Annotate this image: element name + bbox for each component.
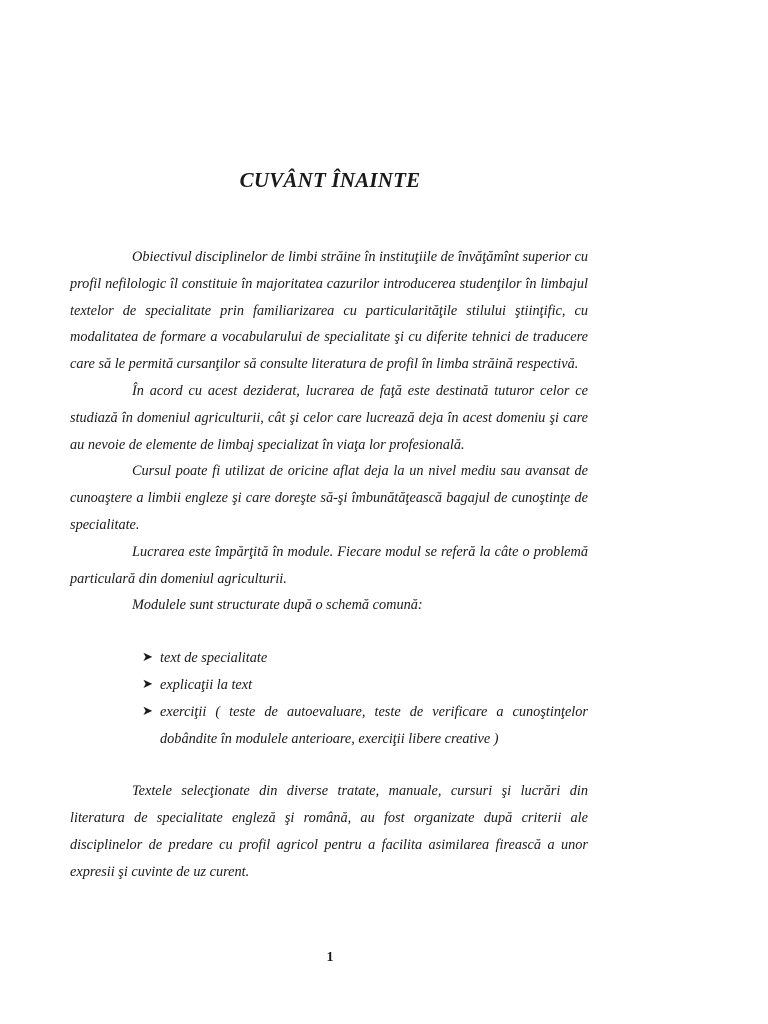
spacer [70, 619, 588, 645]
paragraph: Modulele sunt structurate după o schemă comună: [132, 597, 423, 614]
list-item-text: exerciţii ( teste de autoevaluare, teste de verificare a cunoştinţelor dobândite în modulele anterioare, exerciţii libere creative ) [160, 703, 588, 747]
arrow-bullet-icon: ➤ [142, 703, 153, 719]
page-title: CUVÂNT ÎNAINTE [239, 168, 421, 192]
list-item-text: explicaţii la text [160, 676, 253, 693]
list-item [142, 699, 588, 753]
list-item-text: text de specialitate [160, 650, 268, 667]
paragraph: Lucrarea este împărţită în module. Fiecare modul se referă la câte o problemă particulară din domeniul agriculturii. [70, 543, 588, 587]
spacer [70, 752, 588, 778]
document-body [70, 244, 588, 886]
page-number: 1 [326, 950, 334, 965]
paragraph: În acord cu acest deziderat, lucrarea de faţă este destinată tuturor celor ce studiază în domeniul agriculturii, cât şi celor care lucrează deja în acest domeniu şi care au nevoie de elemente de limbaj specializat în viaţa lor profesională. [70, 382, 588, 453]
paragraph: Cursul poate fi utilizat de oricine aflat deja la un nivel mediu sau avansat de cunoaştere a limbii engleze şi care doreşte să-şi îmbunătăţească bagajul de cunoştinţe de specialitate. [70, 463, 588, 533]
paragraph: Obiectivul disciplinelor de limbi străine în instituţiile de învăţămînt superior cu profil nefilologic îl constituie în majoritatea cazurilor introducerea studenţilor în limbajul textelor de specialitate prin familiarizarea cu particularităţile stilului ştiinţific, cu modalitatea de formare a vocabularului de specialitate şi cu diferite tehnici de traducere care să le permită cursanţilor să consulte literatura de profil în limba străină respectivă. [70, 249, 588, 373]
bullet-list [70, 645, 588, 752]
list-item [142, 645, 588, 672]
arrow-bullet-icon: ➤ [142, 676, 153, 692]
arrow-bullet-icon: ➤ [142, 650, 153, 666]
list-item [142, 672, 588, 699]
paragraph: Textele selecţionate din diverse tratate, manuale, cursuri şi lucrări din literatura de specialitate engleză şi română, au fost organizate după criterii ale disciplinelor de predare cu profil agricol pentru a facilita asimilarea firească a unor expresii şi cuvinte de uz curent. [70, 783, 588, 880]
